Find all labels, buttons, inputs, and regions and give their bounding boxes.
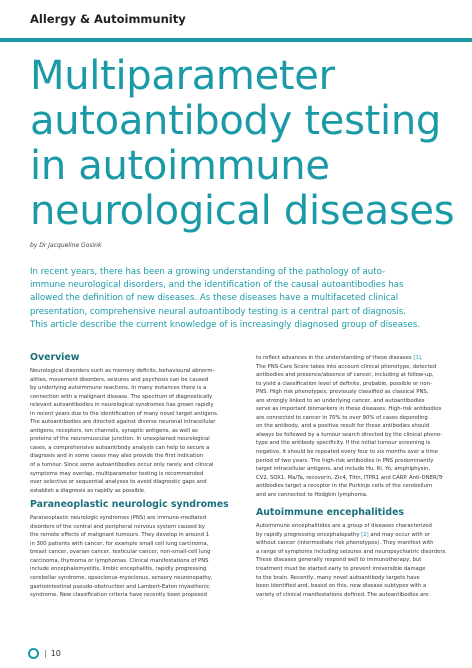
page-footer: [28, 648, 61, 659]
intro-line: allowed the definition of new diseases. As these diseases have a multifaceted clinical: [30, 293, 399, 304]
title-line: neurological diseases: [30, 188, 455, 234]
paraneoplastic-line: syndrome. New classification criteria have recently been proposed: [30, 592, 207, 599]
autoimmune-line: without cancer (intermediate risk phenotypes). They manifest with: [256, 540, 434, 547]
article-title: [30, 54, 460, 234]
paraneoplastic-line: Paraneoplastic neurologic syndromes (PNS) are immune-mediated: [30, 515, 207, 522]
overview-line: proteins of the neuromuscular junction. In unexplained neurological: [30, 436, 210, 443]
pns-line: always be followed by a tumour search directed by the clinical pheno-: [256, 431, 443, 438]
pns-line: The PNS-Care Score takes into account clinical phenotype, detected: [256, 363, 437, 370]
title-line: in autoimmune: [30, 143, 330, 189]
pns-line: negative, it should be repeated every four to six months over a time: [256, 449, 438, 456]
publication-logo-icon: [28, 648, 39, 659]
pns-continuation-paragraph: [256, 354, 464, 499]
section-label: Allergy & Autoimmunity: [30, 12, 186, 26]
overview-line: alities, movement disorders, seizures and psychosis can be caused: [30, 376, 209, 383]
autoimmune-line: by rapidly progressing encephalopathy [2] and may occur with or: [256, 531, 430, 538]
pns-line: antibodies target a receptor in the Purkinje cells of the cerebellum: [256, 483, 433, 490]
title-line: autoantibody testing: [30, 98, 441, 144]
autoimmune-line: been identified and, based on this, new disease subtypes with a: [256, 583, 427, 590]
paraneoplastic-line: the remote effects of malignant tumours. They develop in around 1: [30, 532, 210, 539]
right-column: [256, 354, 464, 599]
paraneoplastic-line: carcinoma, thymoma or lymphomas. Clinical manifestations of PNS: [30, 557, 209, 564]
header-bar: [0, 0, 472, 38]
pns-line: type and the antibody specificity. If the initial tumour screening is: [256, 440, 431, 447]
paraneoplastic-line: include encephalomyelitis, limbic encephalitis, rapidly progressing: [30, 566, 207, 573]
paraneoplastic-heading: Paraneoplastic neurologic syndromes: [30, 499, 229, 511]
pns-line: target intracellular antigens, and include Hu, Ri, Yo, amphiphysin,: [256, 466, 431, 473]
citation-link[interactable]: [1]: [413, 355, 421, 361]
overview-paragraph: [30, 367, 238, 495]
autoimmune-line: treatment must be started early to prevent irreversible damage: [256, 566, 426, 573]
title-line: Multiparameter: [30, 53, 335, 99]
overview-line: in recent years due to the identification of many novel target antigens.: [30, 410, 219, 417]
left-column: [30, 352, 238, 600]
pns-line: to yield a classification level of definite, probable, possible or non-: [256, 380, 432, 387]
overview-heading: Overview: [30, 352, 80, 363]
paraneoplastic-line: breast cancer, ovarian cancer, testicular cancer, non-small-cell lung: [30, 549, 211, 556]
pns-line: to reflect advances in the understanding of these diseases [1].: [256, 355, 423, 361]
overview-line: The autoantibodies are directed against diverse neuronal intracellular: [30, 419, 216, 426]
pns-line: are strongly linked to an underlying cancer, and autoantibodies: [256, 397, 425, 404]
paraneoplastic-line: in 300 patients with cancer, for example small cell lung carcinoma,: [30, 540, 209, 547]
author-byline: by Dr Jacqueline Gosink: [30, 242, 102, 249]
pns-line: and are connected to Hodgkin lymphoma.: [256, 491, 368, 498]
pns-line: are connected to cancer in 70% to over 90% of cases depending: [256, 414, 428, 421]
overview-line: establish a diagnosis as rapidly as possible.: [30, 487, 146, 494]
overview-line: connection with a malignant disease. The spectrum of diagnostically: [30, 393, 213, 400]
autoimmune-paragraph: [256, 522, 464, 599]
pns-line: serve as important biomarkers in these diseases. High-risk antibodies: [256, 406, 442, 413]
overview-line: symptoms may overlap, multiparameter testing is recommended: [30, 470, 204, 477]
footer-separator: |: [44, 649, 47, 658]
paraneoplastic-line: disorders of the central and peripheral nervous system caused by: [30, 523, 205, 530]
pns-line: PNS. High risk phenotypes, previously classified as classical PNS,: [256, 389, 429, 396]
pns-line: antibodies and presence/absence of cancer, including at follow-up,: [256, 372, 434, 379]
overview-line: relevant autoantibodies in neurological syndromes has grown rapidly: [30, 402, 214, 409]
intro-line: This article describe the current knowledge of is increasingly diagnosed group of diseases.: [30, 319, 421, 330]
pns-line: on the antibody, and a positive result for these antibodies should: [256, 423, 430, 430]
page-number: 10: [50, 649, 61, 658]
autoimmune-line: a range of symptoms including seizures and neuropsychiatric disorders.: [256, 548, 447, 555]
paraneoplastic-paragraph: [30, 514, 238, 599]
overview-line: cases, a comprehensive autoantibody analysis can help to secure a: [30, 444, 210, 451]
overview-line: of a tumour. Since some autoantibodies occur only rarely and clinical: [30, 462, 214, 469]
autoimmune-heading: Autoimmune encephalitides: [256, 507, 405, 519]
intro-line: In recent years, there has been a growing understanding of the pathology of auto-: [30, 267, 386, 277]
citation-link[interactable]: [2]: [361, 531, 369, 538]
pns-line: CV2, SOX1, Ma/Ta, recoverin, Zic4, Titin, ITPR1 and CARP. Anti-DNER/Tr: [256, 474, 444, 481]
overview-line: diagnosis and in some cases may also provide the first indication: [30, 453, 204, 460]
paraneoplastic-line: gastrointestinal pseudo-obstruction and Lambert-Eaton myasthenic: [30, 583, 210, 590]
overview-line: by underlying autoimmune reactions. In many instances there is a: [30, 385, 207, 392]
header-rule: [0, 38, 472, 42]
overview-line: Neurological disorders such as memory deficits, behavioural abnorm-: [30, 368, 215, 374]
autoimmune-line: to the brain. Recently, many novel autoantibody targets have: [256, 574, 420, 581]
intro-line: presentation, comprehensive neural autoantibody testing is a central part of diagnosis.: [30, 306, 406, 317]
pns-line: period of two years. The high-risk antibodies in PNS predominantly: [256, 457, 434, 464]
overview-line: over selective or sequential analyses to avoid diagnostic gaps and: [30, 479, 207, 486]
paraneoplastic-line: cerebellar syndrome, opsoclonus-myoclonus, sensory neuronopathy,: [30, 575, 213, 582]
autoimmune-line: variety of clinical manifestations defined. The autoantibodies are: [256, 591, 429, 598]
autoimmune-line: These diseases generally respond well to immunotherapy, but: [256, 557, 422, 564]
autoimmune-line: Autoimmune encephalitides are a group of diseases characterized: [256, 523, 432, 530]
intro-line: immune neurological disorders, and the identification of the causal autoantibodies has: [30, 280, 404, 291]
overview-line: antigens, receptors, ion channels, synaptic antigens, as well as: [30, 427, 198, 434]
intro-standfirst: [30, 266, 450, 332]
